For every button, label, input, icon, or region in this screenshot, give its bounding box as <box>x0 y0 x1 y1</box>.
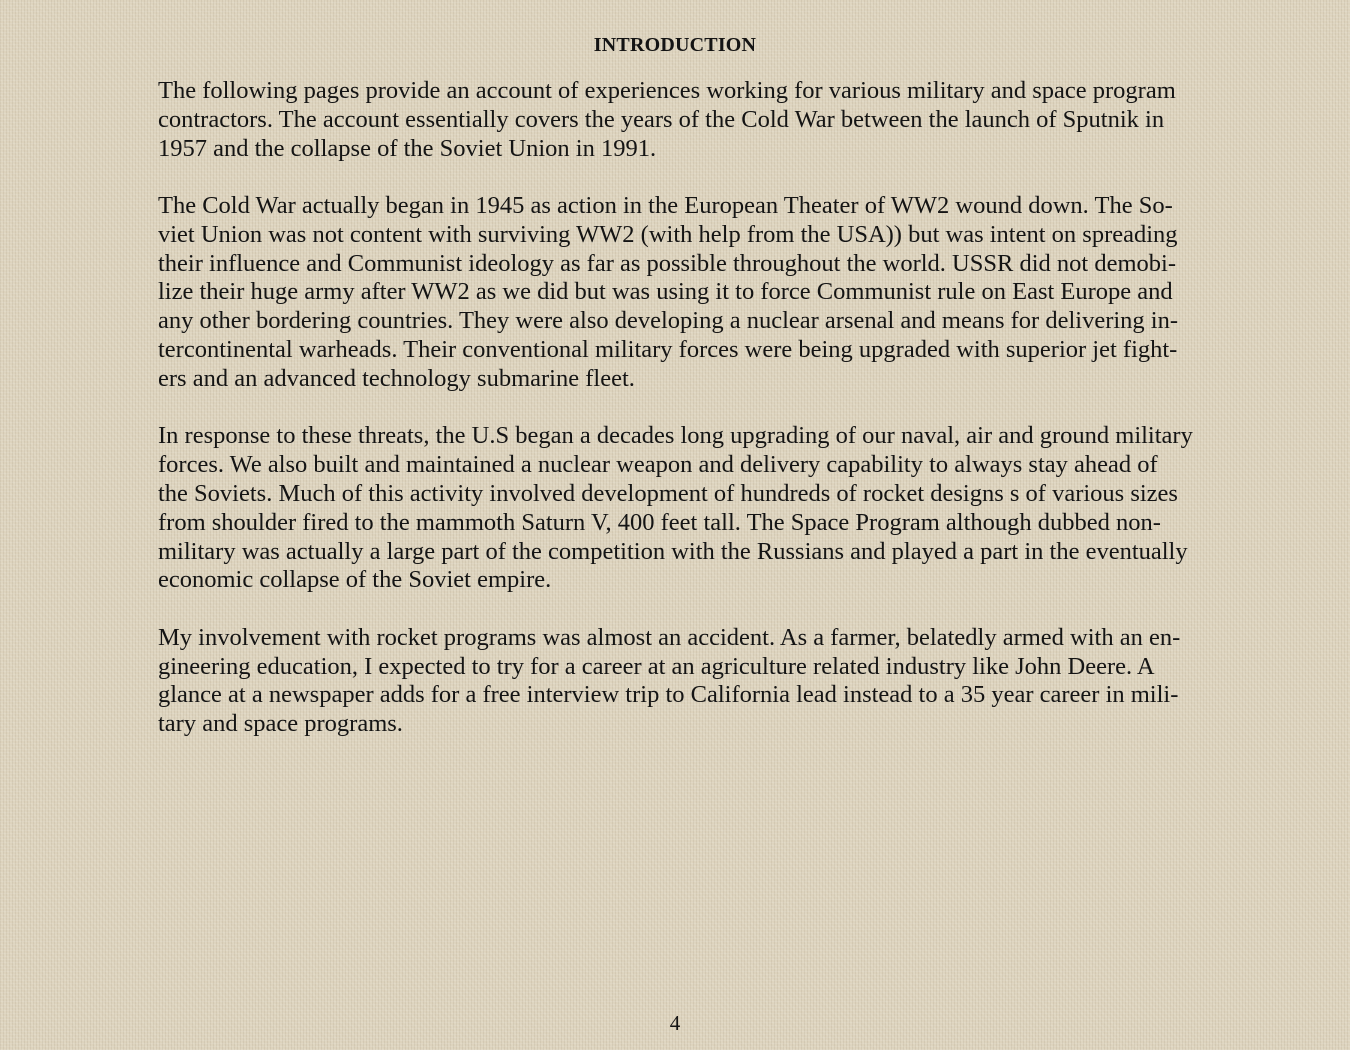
page-title: INTRODUCTION <box>593 34 757 56</box>
page-number: 4 <box>669 1011 681 1035</box>
paragraph-2: The Cold War actually began in 1945 as action in the European Theater of WW2 wound down. The So- viet Union was not content with surviving WW2 (with help from the USA)) but was intent on spreading their influence and Communist ideology as far as possible throughout the world. USSR did not demobi- lize their huge army after WW2 as we did but was using it to force Communist rule on East Europe and any other bordering countries. They were also developing a nuclear arsenal and means for delivering in- tercontinental warheads. Their conventional military forces were being upgraded with superior jet fight- ers and an advanced technology submarine fleet. <box>158 192 1179 392</box>
paragraph-3: In response to these threats, the U.S began a decades long upgrading of our naval, air and ground military forces. We also built and maintained a nuclear weapon and delivery capability to always stay ahead of the Soviets. Much of this activity involved development of hundreds of rocket designs s of various sizes from shoulder fired to the mammoth Saturn V, 400 feet tall. The Space Program although dubbed non- military was actually a large part of the competition with the Russians and played a part in the eventually economic collapse of the Soviet empire. <box>158 422 1193 594</box>
body-text <box>158 77 1218 768</box>
paragraph-4: My involvement with rocket programs was almost an accident. As a farmer, belatedly armed with an en- gineering education, I expected to try for a career at an agriculture related industry like John Deere. A glance at a newspaper adds for a free interview trip to California lead instead to a 35 year career in mili- tary and space programs. <box>158 623 1181 738</box>
paragraph-1: The following pages provide an account of experiences working for various military and space program contractors. The account essentially covers the years of the Cold War between the launch of Sputnik in 1957 and the collapse of the Soviet Union in 1991. <box>158 77 1176 162</box>
